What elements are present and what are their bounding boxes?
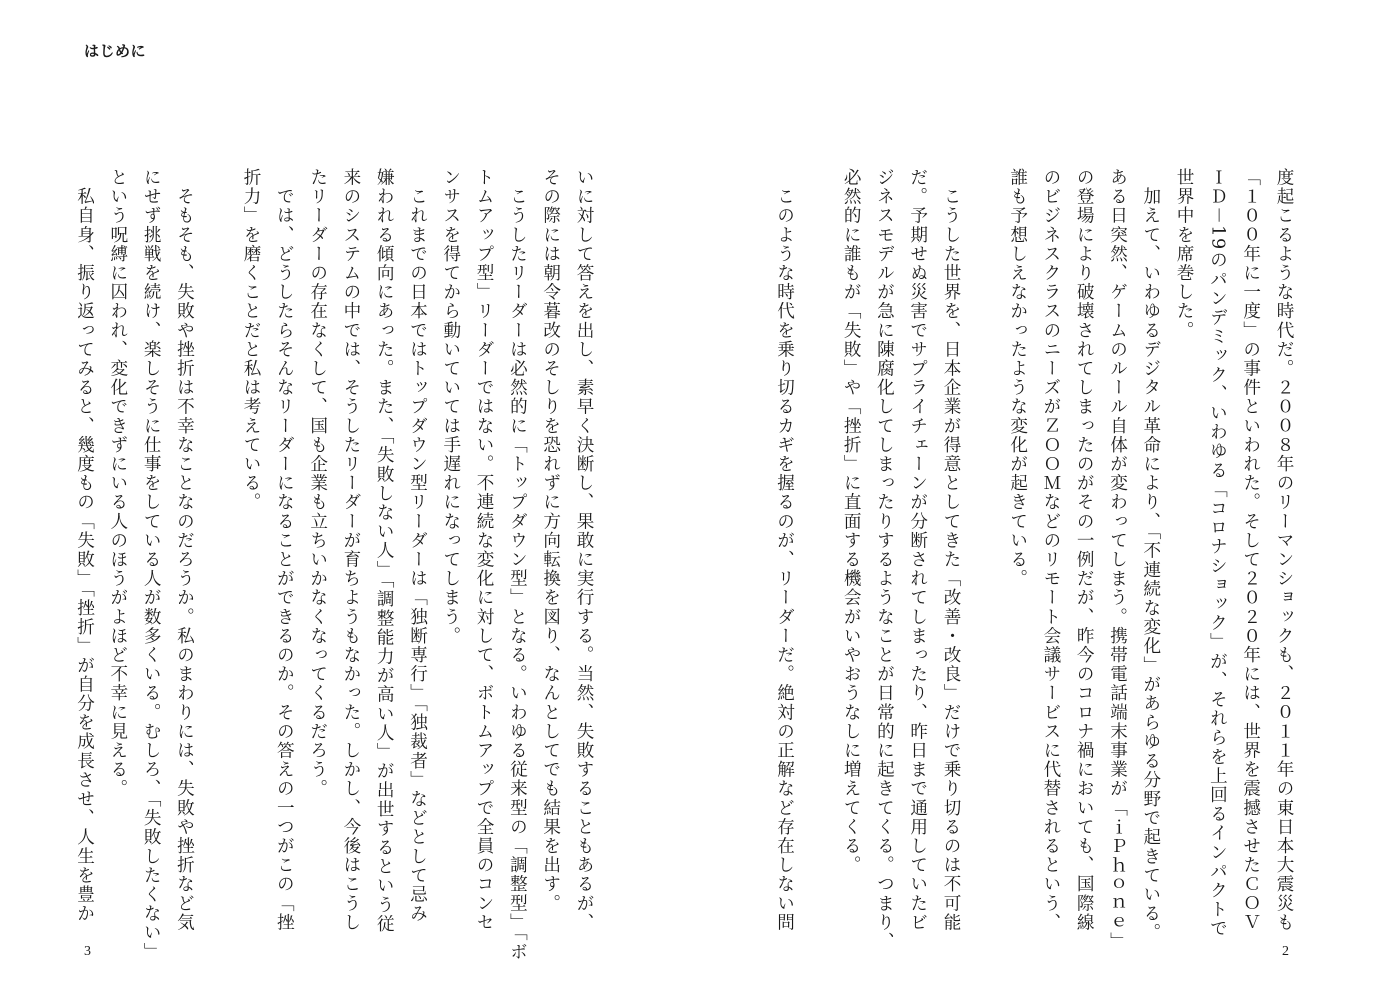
text-line: その際には朝令暮改のそしりを恐れずに方向転換を図り、なんとしてでも結果を出す。 [540, 168, 561, 913]
text-line: という呪縛に囚われ、変化できずにいる人のほうがよほど不幸に見える。 [107, 168, 128, 799]
blank-line [200, 168, 233, 908]
blank-line [967, 168, 1000, 908]
text-line: 来のシステムの中では、そうしたリーダーが育ちようもなかった。しかし、今後はこうし [340, 168, 361, 932]
text-line: ある日突然、ゲームのルール自体が変わってしまう。携帯電話端末事業が「ｉＰｈｏｎｅ」 [1107, 168, 1128, 952]
text-line: このような時代を乗り切るカギを握るのが、リーダーだ。絶対の正解など存在しない問 [774, 168, 795, 932]
text-line: 度起こるような時代だ。２００８年のリーマンショックも、２０１１年の東日本大震災も [1274, 168, 1294, 932]
text-line: 嫌われる傾向にあった。また、「失敗しない人」「調整能力が高い人」が出世するという従 [374, 168, 395, 934]
text-line: 加えて、いわゆるデジタル革命により、「不連続な変化」があらゆる分野で起きている。 [1140, 168, 1161, 943]
text-line: いに対して答えを出し、素早く決断し、果敢に実行する。当然、失敗することもあるが、 [574, 168, 594, 932]
text-line: 折力」を磨くことだと私は考えている。 [241, 168, 262, 512]
blank-line [801, 168, 834, 908]
text-line: だ。予期せぬ災害でサプライチェーンが分断されてしまったり、昨日まで通用していたビ [907, 168, 928, 932]
text-line: 世界中を席巻した。 [1174, 168, 1195, 340]
text-line: そもそも、失敗や挫折は不幸なことなのだろうか。私のまわりには、失敗や挫折など気 [174, 168, 195, 932]
text-line: にせず挑戦を続け、楽しそうに仕事をしている人が数多くいる。むしろ、「失敗したくない」 [141, 168, 162, 962]
text-line: こうしたリーダーは必然的に「トップダウン型」となる。いわゆる従来型の「調整型」「ボ [507, 168, 528, 962]
chapter-header: はじめに [84, 42, 147, 60]
text-line: 私自身、振り返ってみると、幾度もの「失敗」「挫折」が自分を成長させ、人生を豊か [74, 168, 95, 924]
text-line: 「１００年に一度」の事件といわれた。そして２０２０年には、世界を震撼させたＣＯＶ [1240, 168, 1261, 932]
text-line: トムアップ型」リーダーではない。不連続な変化に対して、ボトムアップで全員のコンセ [474, 168, 495, 932]
text-line: 誰も予想しえなかったような変化が起きている。 [1007, 168, 1028, 589]
text-line: の登場により破壊されてしまったのがその一例だが、昨今のコロナ禍においても、国際線 [1074, 168, 1095, 932]
text-line: たリーダーの存在なくして、国も企業も立ちいかなくなってくるだろう。 [307, 168, 328, 799]
text-line: これまでの日本ではトップダウン型リーダーは「独断専行」「独裁者」などとして忌み [407, 168, 428, 924]
text-line: では、どうしたらそんなリーダーになることができるのか。その答えの一つがこの「挫 [274, 168, 295, 932]
right-page-body [774, 168, 1300, 952]
text-line: こうした世界を、日本企業が得意としてきた「改善・改良」だけで乗り切るのは不可能 [941, 168, 962, 932]
text-line: 必然的に誰もが「失敗」や「挫折」に直面する機会がいやおうなしに増えてくる。 [841, 168, 862, 875]
page-number-right: 2 [1282, 944, 1289, 959]
page-number-left: 3 [84, 944, 91, 959]
text-line: ンサスを得てから動いていては手遅れになってしまう。 [440, 168, 461, 646]
left-page-body [74, 168, 600, 962]
text-line: ＩＤ－19のパンデミック、いわゆる「コロナショック」が、それらを上回るインパクトで [1207, 168, 1228, 939]
text-line: ジネスモデルが急に陳腐化してしまったりするようなことが日常的に起きてくる。つまり、 [874, 168, 895, 952]
text-line: のビジネスクラスのニーズがＺＯＯＭなどのリモート会議サービスに代替されるという、 [1040, 168, 1061, 932]
